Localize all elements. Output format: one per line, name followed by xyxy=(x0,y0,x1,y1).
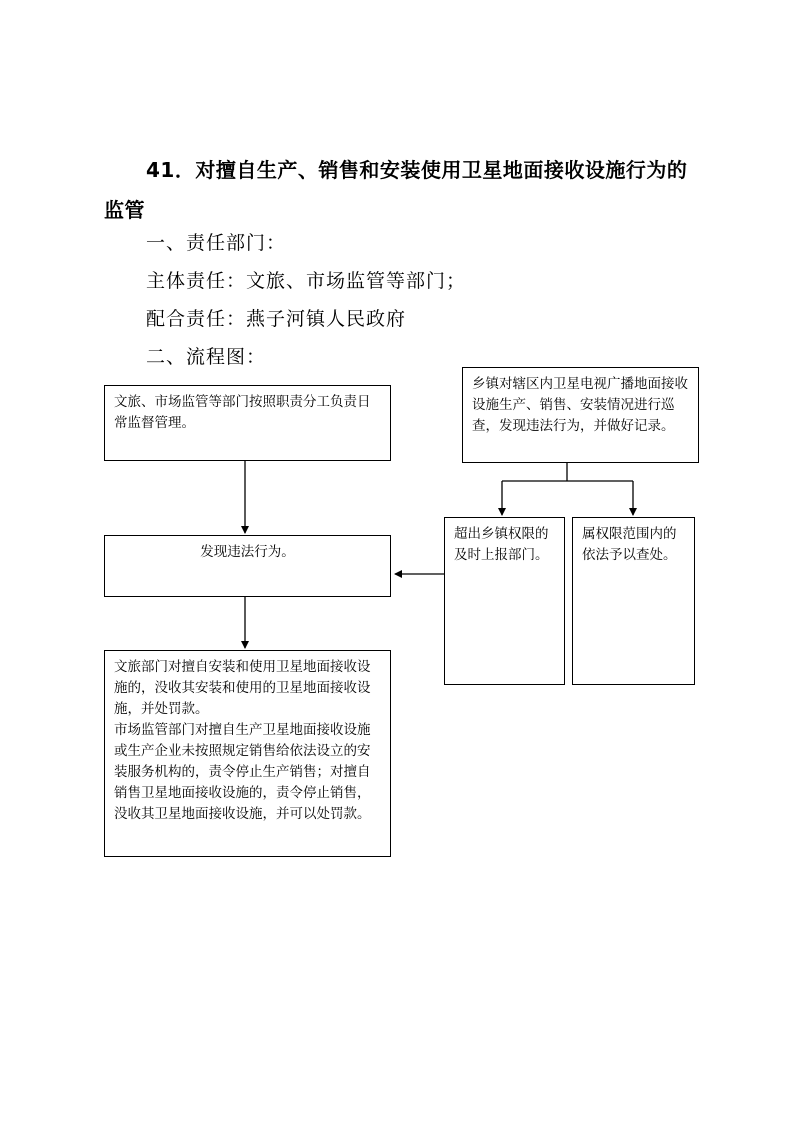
box-within-authority-text: 属权限范围内的依法予以查处。 xyxy=(582,526,677,563)
flowchart-section-title: 二、流程图： xyxy=(146,346,267,368)
box-daily-supervision xyxy=(104,385,391,461)
box-beyond-authority xyxy=(444,517,565,685)
box-discover-violation xyxy=(104,535,391,597)
penalty-culture-text: 文旅部门对擅自安装和使用卫星地面接收设施的，没收其安装和使用的卫星地面接收设施，并处罚款。 xyxy=(114,659,371,717)
cooperative-responsibility: 配合责任：燕子河镇人民政府 xyxy=(146,308,407,330)
box-within-authority xyxy=(572,517,695,685)
penalty-market-text: 市场监管部门对擅自生产卫星地面接收设施或生产企业未按照规定销售给依法设立的安装服务机构的，责令停止生产销售；对擅自销售卫星地面接收设施的，责令停止销售，没收其卫星地面接收设施，并可以处罚款。 xyxy=(114,722,371,822)
box-discover-violation-text: 发现违法行为。 xyxy=(200,544,295,560)
box-township-patrol-text: 乡镇对辖区内卫星电视广播地面接收设施生产、销售、安装情况进行巡查，发现违法行为，并做好记录。 xyxy=(472,376,688,434)
box-beyond-authority-text: 超出乡镇权限的及时上报部门。 xyxy=(454,526,549,563)
box-daily-supervision-text: 文旅、市场监管等部门按照职责分工负责日常监督管理。 xyxy=(114,394,371,431)
main-responsibility: 主体责任：文旅、市场监管等部门； xyxy=(146,270,467,292)
responsibility-section-title: 一、责任部门： xyxy=(146,232,287,254)
document-heading: 41．对擅自生产、销售和安装使用卫星地面接收设施行为的监管 xyxy=(104,158,688,222)
box-township-patrol xyxy=(462,367,699,463)
box-penalties xyxy=(104,650,391,857)
